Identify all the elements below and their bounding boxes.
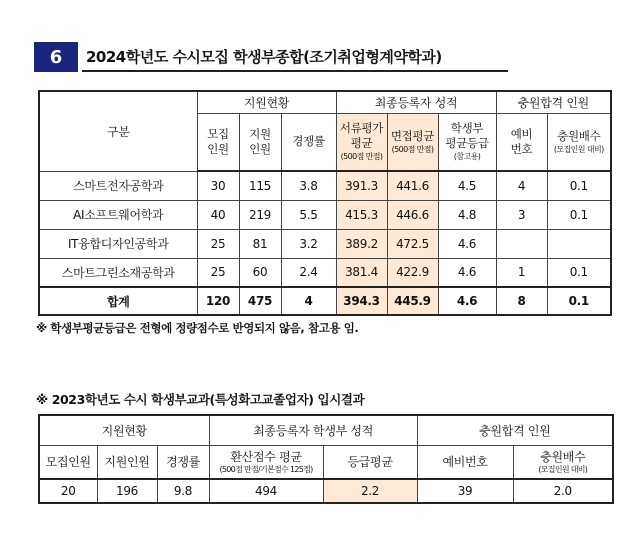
header-quota: 모집 인원 (197, 113, 239, 171)
cell-multiplier: 0.1 (547, 287, 611, 315)
cell-ratio: 3.8 (281, 171, 336, 200)
header-quota: 모집인원 (39, 445, 97, 479)
cell-quota: 25 (197, 258, 239, 287)
table-row (39, 171, 611, 200)
cell-doc: 415.3 (336, 200, 387, 229)
header-applicants: 지원현황 (39, 415, 209, 445)
section-title: 2024학년도 수시모집 학생부종합(조기취업형계약학과) (86, 48, 442, 66)
header-interview-score: 면접평균 (500점 만점) (387, 113, 438, 171)
cell-ratio: 3.2 (281, 229, 336, 258)
cell-name: IT융합디자인공학과 (39, 229, 197, 258)
header-applied: 지원인원 (97, 445, 157, 479)
cell-waitlist: 39 (417, 479, 513, 503)
cell-grade: 4.6 (438, 258, 496, 287)
cell-applied: 475 (239, 287, 281, 315)
header-category: 구분 (39, 91, 197, 171)
cell-grade: 2.2 (323, 479, 417, 503)
admission-results-2024-table (38, 90, 612, 316)
cell-interview: 472.5 (387, 229, 438, 258)
cell-doc: 381.4 (336, 258, 387, 287)
header-applied: 지원 인원 (239, 113, 281, 171)
cell-applied: 196 (97, 479, 157, 503)
cell-interview: 445.9 (387, 287, 438, 315)
cell-quota: 30 (197, 171, 239, 200)
header-multiplier: 충원배수 (모집인원 대비) (547, 113, 611, 171)
header-ratio: 경쟁률 (281, 113, 336, 171)
cell-waitlist: 1 (496, 258, 547, 287)
header-grade: 등급평균 (323, 445, 417, 479)
cell-name: 스마트그린소재공학과 (39, 258, 197, 287)
admission-results-2023-table (38, 414, 614, 504)
table-row (39, 479, 613, 503)
table-row (39, 229, 611, 258)
cell-interview: 422.9 (387, 258, 438, 287)
cell-interview: 446.6 (387, 200, 438, 229)
cell-interview: 441.6 (387, 171, 438, 200)
cell-ratio: 9.8 (157, 479, 209, 503)
title-underline (82, 70, 508, 72)
cell-multiplier: 2.0 (513, 479, 613, 503)
cell-waitlist: 3 (496, 200, 547, 229)
header-final-scores: 최종등록자 학생부 성적 (209, 415, 417, 445)
cell-doc: 394.3 (336, 287, 387, 315)
header-ratio: 경쟁률 (157, 445, 209, 479)
header-grade: 학생부 평균등급 (참고용) (438, 113, 496, 171)
subtitle-2023: ※ 2023학년도 수시 학생부교과(특성화고교졸업자) 입시결과 (36, 392, 365, 407)
cell-ratio: 4 (281, 287, 336, 315)
cell-quota: 40 (197, 200, 239, 229)
cell-name: 스마트전자공학과 (39, 171, 197, 200)
cell-waitlist: 4 (496, 171, 547, 200)
cell-multiplier (547, 229, 611, 258)
cell-applied: 81 (239, 229, 281, 258)
cell-applied: 115 (239, 171, 281, 200)
cell-grade: 4.8 (438, 200, 496, 229)
header-waitlist: 예비 번호 (496, 113, 547, 171)
cell-ratio: 2.4 (281, 258, 336, 287)
header-doc-score: 서류평가 평균 (500점 만점) (336, 113, 387, 171)
cell-multiplier: 0.1 (547, 171, 611, 200)
footnote: ※ 학생부평균등급은 전형에 정량점수로 반영되지 않음, 참고용 임. (36, 321, 359, 335)
cell-grade: 4.6 (438, 229, 496, 258)
cell-quota: 25 (197, 229, 239, 258)
cell-multiplier: 0.1 (547, 258, 611, 287)
header-final-scores: 최종등록자 성적 (336, 91, 496, 113)
cell-applied: 60 (239, 258, 281, 287)
cell-name: AI소프트웨어학과 (39, 200, 197, 229)
cell-ratio: 5.5 (281, 200, 336, 229)
section-title-bar (34, 42, 474, 72)
header-multiplier: 충원배수 (모집인원 대비) (513, 445, 613, 479)
cell-quota: 20 (39, 479, 97, 503)
header-applicants: 지원현황 (197, 91, 336, 113)
header-score: 환산점수 평균 (500점 만점/기본점수 125점) (209, 445, 323, 479)
cell-name: 합계 (39, 287, 197, 315)
cell-score: 494 (209, 479, 323, 503)
header-extra-admission: 충원합격 인원 (417, 415, 613, 445)
cell-grade: 4.5 (438, 171, 496, 200)
cell-doc: 391.3 (336, 171, 387, 200)
header-extra-admission: 충원합격 인원 (496, 91, 611, 113)
total-row (39, 287, 611, 315)
cell-waitlist (496, 229, 547, 258)
cell-multiplier: 0.1 (547, 200, 611, 229)
cell-grade: 4.6 (438, 287, 496, 315)
table-row (39, 258, 611, 287)
header-waitlist: 예비번호 (417, 445, 513, 479)
section-number-badge: 6 (34, 42, 78, 72)
table-row (39, 200, 611, 229)
cell-applied: 219 (239, 200, 281, 229)
cell-waitlist: 8 (496, 287, 547, 315)
cell-doc: 389.2 (336, 229, 387, 258)
cell-quota: 120 (197, 287, 239, 315)
